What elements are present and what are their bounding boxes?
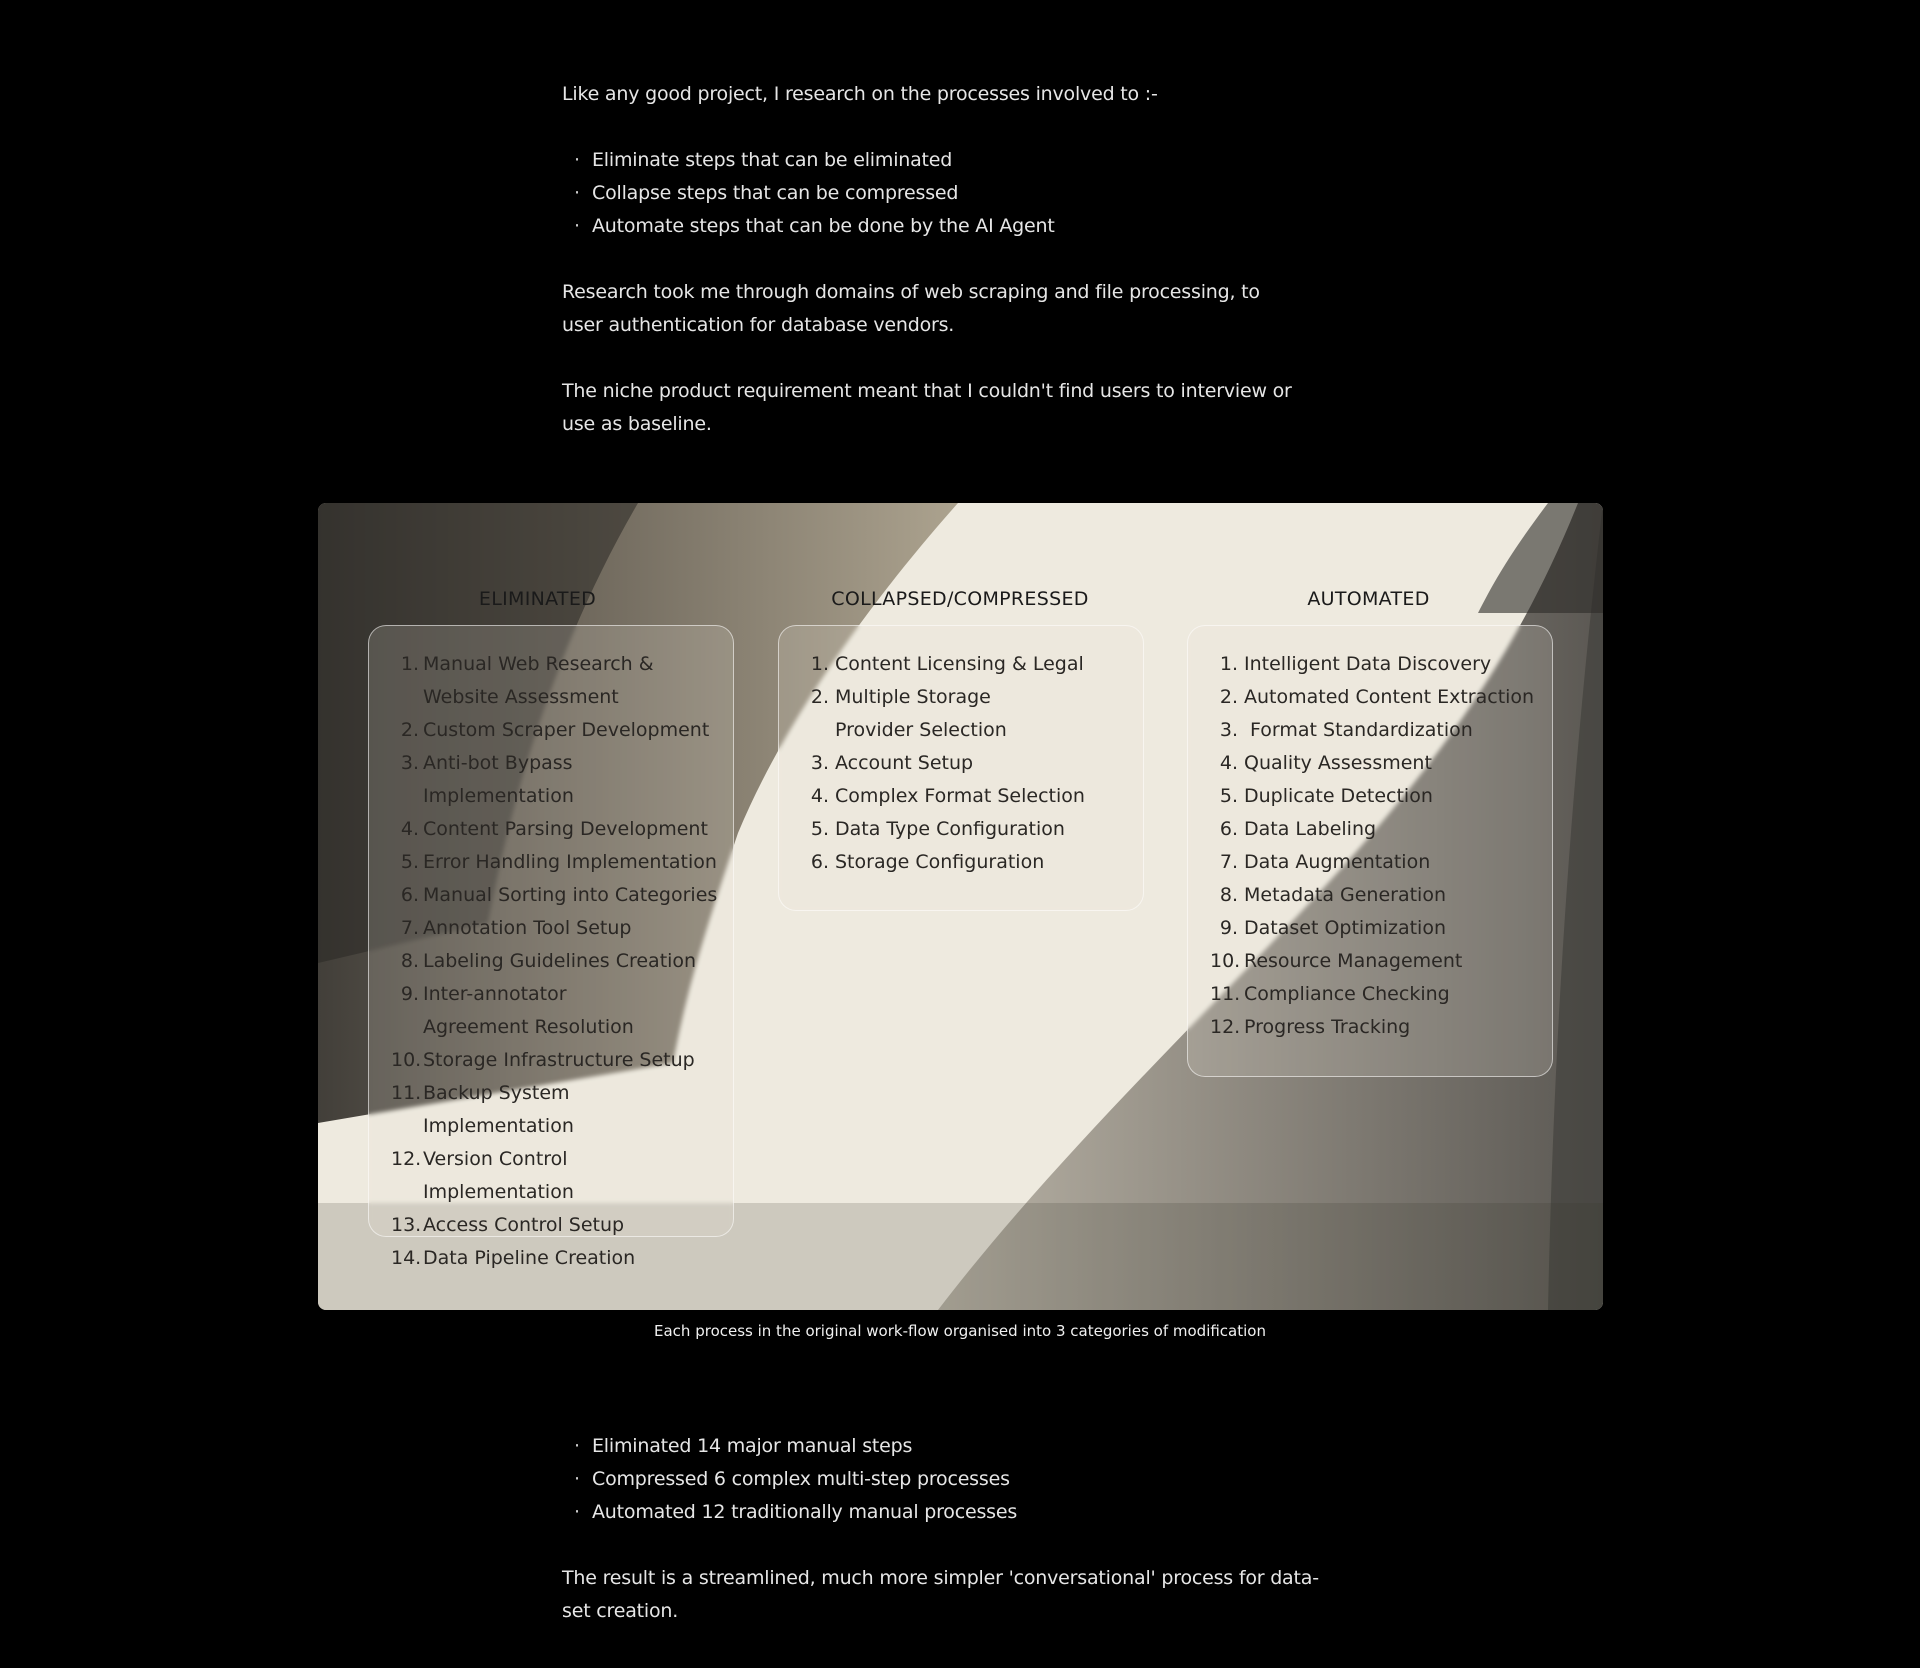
item-text: Resource Management <box>1244 950 1463 972</box>
item-text: Complex Format Selection <box>835 785 1085 807</box>
item-text: Dataset Optimization <box>1244 917 1446 939</box>
list-item <box>801 846 1131 879</box>
item-number: 11. <box>391 1082 422 1104</box>
item-text: Data Pipeline Creation <box>423 1247 636 1269</box>
automated-panel <box>1187 625 1553 1077</box>
list-item <box>1210 1011 1545 1044</box>
item-number: 12. <box>391 1148 422 1170</box>
list-item <box>1210 714 1545 747</box>
item-text: Error Handling Implementation <box>423 851 717 873</box>
results-bullet-list <box>562 1430 1322 1529</box>
item-text: Manual Sorting into Categories <box>423 884 718 906</box>
collapsed-title: COLLAPSED/COMPRESSED <box>831 588 1089 610</box>
figure-caption: Each process in the original work-flow organised into 3 categories of modification <box>654 1322 1266 1340</box>
item-number: 9. <box>400 983 419 1005</box>
item-number: 3. <box>1219 719 1238 741</box>
list-item <box>801 648 1131 681</box>
item-text: Access Control Setup <box>423 1214 625 1236</box>
item-text: Content Licensing & Legal <box>835 653 1084 675</box>
intro-bullet: · Automate steps that can be done by the AI Agent <box>574 210 1322 243</box>
item-text: Anti-bot Bypass Implementation <box>423 752 574 807</box>
list-item <box>1210 780 1545 813</box>
item-text: Automated Content Extraction <box>1244 686 1535 708</box>
item-text: Storage Configuration <box>835 851 1045 873</box>
item-text: Multiple Storage Provider Selection <box>835 686 1007 741</box>
list-item <box>801 813 1131 846</box>
item-text: Manual Web Research & Website Assessment <box>423 653 654 708</box>
list-item <box>1210 945 1545 978</box>
item-text: Account Setup <box>835 752 974 774</box>
item-number: 3. <box>400 752 419 774</box>
intro-section <box>562 78 1322 441</box>
item-number: 6. <box>1219 818 1238 840</box>
eliminated-panel <box>368 625 734 1269</box>
process-categories-figure <box>318 503 1603 1310</box>
results-bullet: · Automated 12 traditionally manual processes <box>574 1496 1322 1529</box>
list-item <box>391 912 721 945</box>
item-number: 7. <box>1219 851 1238 873</box>
item-number: 8. <box>400 950 419 972</box>
item-number: 6. <box>400 884 419 906</box>
item-number: 12. <box>1210 1016 1241 1038</box>
results-conclusion: The result is a streamlined, much more simpler 'conversational' process for data-set creation. <box>562 1567 1319 1622</box>
list-item <box>1210 747 1545 780</box>
list-item <box>1210 648 1545 681</box>
item-text: Labeling Guidelines Creation <box>423 950 697 972</box>
item-number: 4. <box>810 785 829 807</box>
list-item <box>801 747 1131 780</box>
list-item <box>801 780 1131 813</box>
list-item <box>391 978 721 1044</box>
item-text: Compliance Checking <box>1244 983 1450 1005</box>
list-item <box>391 846 721 879</box>
item-text: Format Standardization <box>1244 719 1473 741</box>
item-number: 5. <box>1219 785 1238 807</box>
item-number: 13. <box>391 1214 422 1236</box>
item-number: 4. <box>1219 752 1238 774</box>
item-number: 1. <box>810 653 829 675</box>
item-number: 5. <box>400 851 419 873</box>
eliminated-title: ELIMINATED <box>478 588 597 610</box>
item-number: 2. <box>810 686 829 708</box>
list-item <box>391 813 721 846</box>
item-number: 6. <box>810 851 829 873</box>
list-item <box>391 714 721 747</box>
item-number: 4. <box>400 818 419 840</box>
results-bullet: · Compressed 6 complex multi-step processes <box>574 1463 1322 1496</box>
item-number: 10. <box>1210 950 1241 972</box>
list-item <box>1210 813 1545 846</box>
intro-paragraph-niche: The niche product requirement meant that I couldn't find users to interview or use as baseline. <box>562 380 1292 435</box>
item-number: 10. <box>391 1049 422 1071</box>
collapsed-list <box>801 648 1131 879</box>
item-number: 2. <box>400 719 419 741</box>
list-item <box>801 681 1131 747</box>
list-item <box>391 747 721 813</box>
collapsed-panel <box>778 625 1144 911</box>
item-number: 1. <box>1219 653 1238 675</box>
results-section <box>562 1430 1322 1628</box>
item-text: Custom Scraper Development <box>423 719 710 741</box>
item-number: 1. <box>400 653 419 675</box>
item-text: Version Control Implementation <box>423 1148 574 1203</box>
list-item <box>391 879 721 912</box>
list-item <box>1210 879 1545 912</box>
item-number: 9. <box>1219 917 1238 939</box>
item-text: Backup System Implementation <box>423 1082 574 1137</box>
list-item <box>391 1209 721 1242</box>
list-item <box>391 1044 721 1077</box>
item-text: Duplicate Detection <box>1244 785 1433 807</box>
item-text: Progress Tracking <box>1244 1016 1411 1038</box>
item-text: Metadata Generation <box>1244 884 1447 906</box>
list-item <box>391 1242 721 1275</box>
list-item <box>391 1143 721 1209</box>
item-text: Storage Infrastructure Setup <box>423 1049 695 1071</box>
results-bullet: · Eliminated 14 major manual steps <box>574 1430 1322 1463</box>
item-number: 5. <box>810 818 829 840</box>
list-item <box>391 945 721 978</box>
intro-bullet-list <box>562 144 1322 243</box>
list-item <box>391 1077 721 1143</box>
intro-bullet: · Collapse steps that can be compressed <box>574 177 1322 210</box>
item-text: Data Type Configuration <box>835 818 1065 840</box>
item-text: Quality Assessment <box>1244 752 1432 774</box>
item-text: Inter-annotator Agreement Resolution <box>423 983 634 1038</box>
item-number: 3. <box>810 752 829 774</box>
item-text: Data Labeling <box>1244 818 1377 840</box>
item-text: Data Augmentation <box>1244 851 1431 873</box>
item-number: 2. <box>1219 686 1238 708</box>
item-text: Annotation Tool Setup <box>423 917 632 939</box>
list-item <box>1210 846 1545 879</box>
automated-list <box>1210 648 1545 1044</box>
item-number: 8. <box>1219 884 1238 906</box>
list-item <box>1210 681 1545 714</box>
intro-lead: Like any good project, I research on the processes involved to :- <box>562 83 1158 105</box>
intro-paragraph-research: Research took me through domains of web scraping and file processing, to user authentication for database vendors. <box>562 281 1260 336</box>
eliminated-list <box>391 648 721 1275</box>
item-number: 11. <box>1210 983 1241 1005</box>
item-text: Intelligent Data Discovery <box>1244 653 1492 675</box>
item-number: 14. <box>391 1247 422 1269</box>
item-number: 7. <box>400 917 419 939</box>
automated-title: AUTOMATED <box>1307 588 1430 610</box>
intro-bullet: · Eliminate steps that can be eliminated <box>574 144 1322 177</box>
item-text: Content Parsing Development <box>423 818 708 840</box>
list-item <box>1210 912 1545 945</box>
list-item <box>391 648 721 714</box>
list-item <box>1210 978 1545 1011</box>
